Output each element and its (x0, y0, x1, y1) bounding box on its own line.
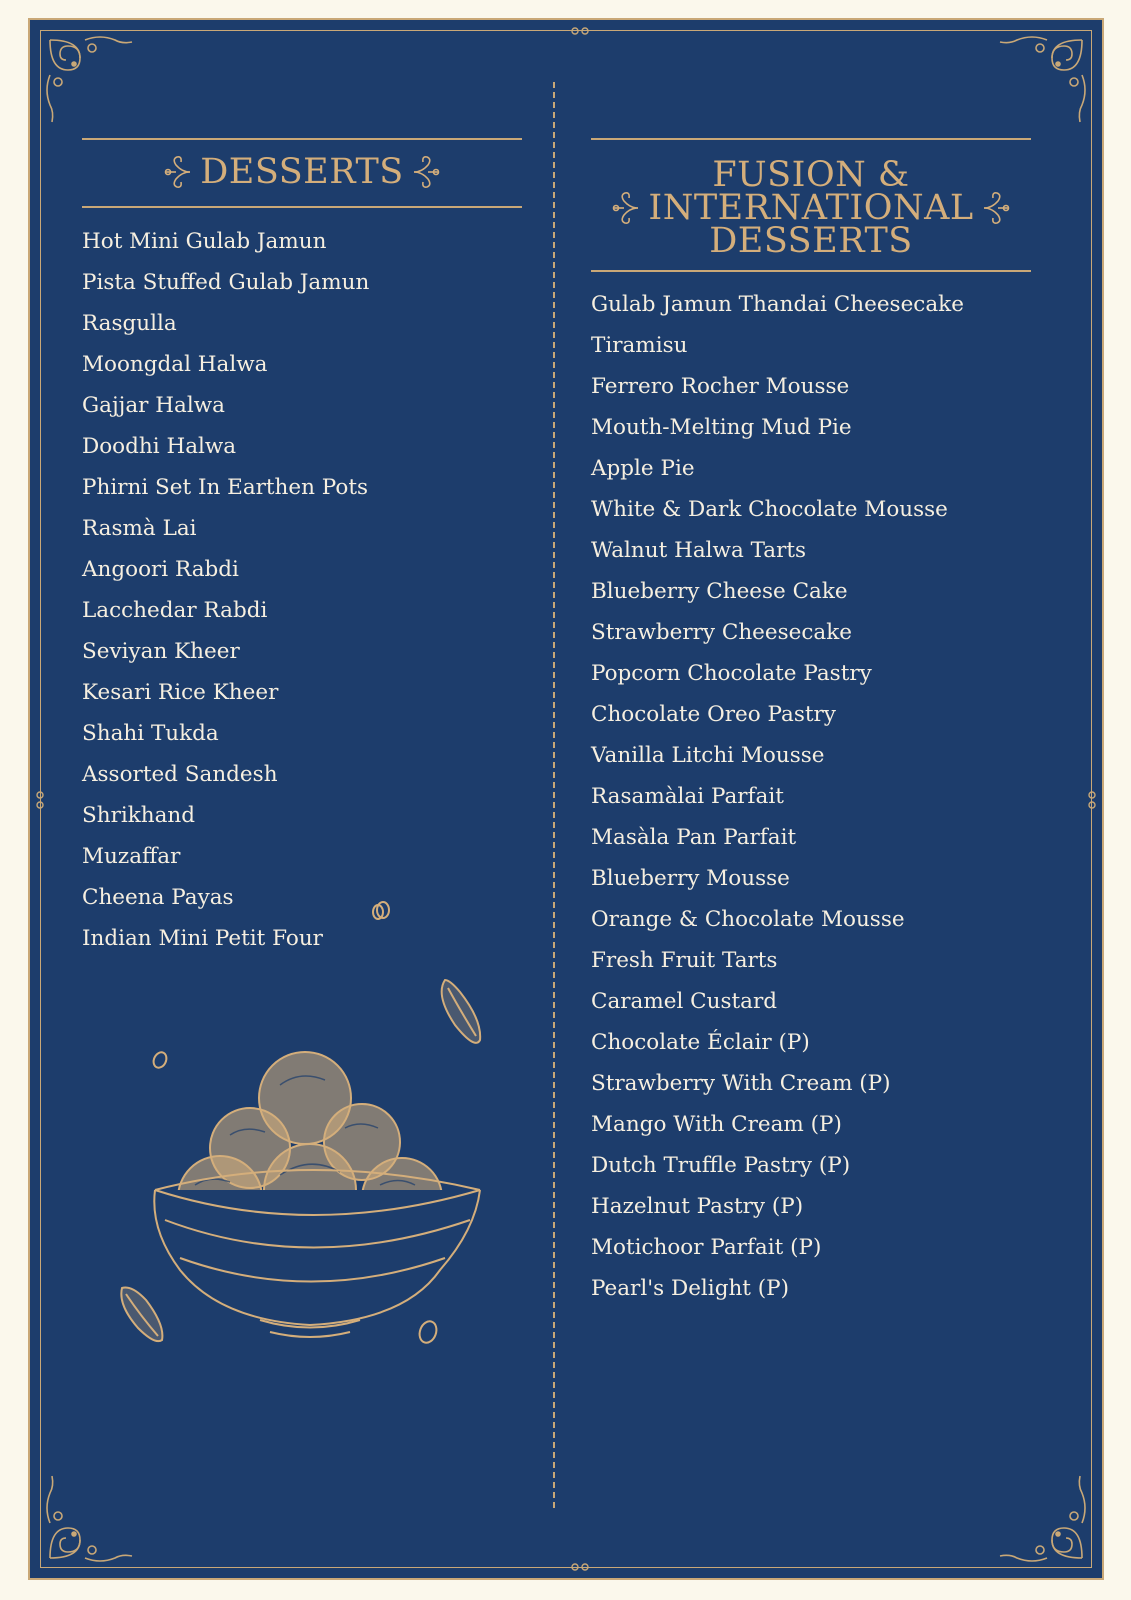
list-item: Cheena Payas (82, 885, 234, 910)
list-item: Chocolate Oreo Pastry (591, 702, 836, 727)
list-item: Angoori Rabdi (82, 557, 239, 582)
list-item: Gulab Jamun Thandai Cheesecake (591, 292, 964, 317)
left-side-ornament (34, 788, 46, 812)
fusion-top-rule (591, 138, 1031, 140)
list-item: Caramel Custard (591, 989, 778, 1014)
list-item: Indian Mini Petit Four (82, 926, 323, 951)
right-side-ornament (1086, 788, 1098, 812)
list-item: White & Dark Chocolate Mousse (591, 497, 948, 522)
swirl-ornament-icon (610, 189, 640, 227)
swirl-ornament-icon (162, 153, 192, 191)
desserts-bottom-rule (82, 206, 522, 208)
list-item: Gajjar Halwa (82, 393, 225, 418)
corner-flourish-bottom-right (992, 1468, 1092, 1568)
list-item: Mango With Cream (P) (591, 1112, 842, 1137)
list-item: Strawberry With Cream (P) (591, 1071, 891, 1096)
desserts-list (82, 221, 369, 959)
list-item: Seviyan Kheer (82, 639, 240, 664)
fusion-heading-text (648, 154, 974, 261)
column-divider (553, 82, 555, 1508)
swirl-ornament-icon (982, 189, 1012, 227)
cardamom-seed-icon (375, 900, 391, 920)
list-item: Rasgulla (82, 311, 177, 336)
list-item: Shahi Tukda (82, 721, 219, 746)
desserts-top-rule (82, 138, 522, 140)
fusion-heading (591, 154, 1031, 261)
corner-flourish-top-left (40, 30, 140, 130)
cardamom-pod-icon (442, 980, 481, 1043)
top-center-ornament (568, 25, 592, 37)
fusion-heading-line: INTERNATIONAL (648, 187, 974, 228)
list-item: Dutch Truffle Pastry (P) (591, 1153, 851, 1178)
list-item: Mouth-Melting Mud Pie (591, 415, 852, 440)
desserts-heading-text: DESSERTS (200, 151, 404, 192)
list-item: Popcorn Chocolate Pastry (591, 661, 872, 686)
list-item: Rasamàlai Parfait (591, 784, 784, 809)
bowl-icon (154, 1170, 480, 1337)
list-item: Walnut Halwa Tarts (591, 538, 807, 563)
fusion-bottom-rule (591, 270, 1031, 272)
list-item: Moongdal Halwa (82, 352, 268, 377)
menu-panel (28, 18, 1104, 1580)
list-item: Pearl's Delight (P) (591, 1276, 790, 1301)
cardamom-seed-icon (417, 1319, 440, 1345)
list-item: Rasmà Lai (82, 516, 197, 541)
gulab-jamun-bowl-illustration (110, 880, 510, 1360)
list-item: Assorted Sandesh (82, 762, 278, 787)
swirl-ornament-icon (412, 153, 442, 191)
list-item: Tiramisu (591, 333, 688, 358)
list-item: Motichoor Parfait (P) (591, 1235, 822, 1260)
list-item: Apple Pie (591, 456, 695, 481)
fusion-heading-line: DESSERTS (709, 220, 913, 261)
list-item: Kesari Rice Kheer (82, 680, 279, 705)
list-item: Ferrero Rocher Mousse (591, 374, 850, 399)
list-item: Fresh Fruit Tarts (591, 948, 778, 973)
list-item: Strawberry Cheesecake (591, 620, 853, 645)
list-item: Hot Mini Gulab Jamun (82, 229, 327, 254)
list-item: Chocolate Éclair (P) (591, 1030, 810, 1055)
list-item: Orange & Chocolate Mousse (591, 907, 905, 932)
cardamom-seed-icon (151, 1050, 169, 1070)
list-item: Muzaffar (82, 844, 181, 869)
cardamom-pod-icon (121, 1288, 162, 1342)
bottom-center-ornament (568, 1561, 592, 1573)
list-item: Masàla Pan Parfait (591, 825, 797, 850)
list-item: Phirni Set In Earthen Pots (82, 475, 369, 500)
list-item: Lacchedar Rabdi (82, 598, 268, 623)
list-item: Shrikhand (82, 803, 196, 828)
list-item: Doodhi Halwa (82, 434, 237, 459)
list-item: Hazelnut Pastry (P) (591, 1194, 804, 1219)
desserts-heading (82, 152, 522, 192)
list-item: Vanilla Litchi Mousse (591, 743, 825, 768)
corner-flourish-bottom-left (40, 1468, 140, 1568)
list-item: Blueberry Mousse (591, 866, 790, 891)
fusion-heading-line: FUSION & (712, 154, 910, 195)
list-item: Pista Stuffed Gulab Jamun (82, 270, 370, 295)
fusion-desserts-list (591, 284, 964, 1309)
list-item: Blueberry Cheese Cake (591, 579, 848, 604)
corner-flourish-top-right (992, 30, 1092, 130)
